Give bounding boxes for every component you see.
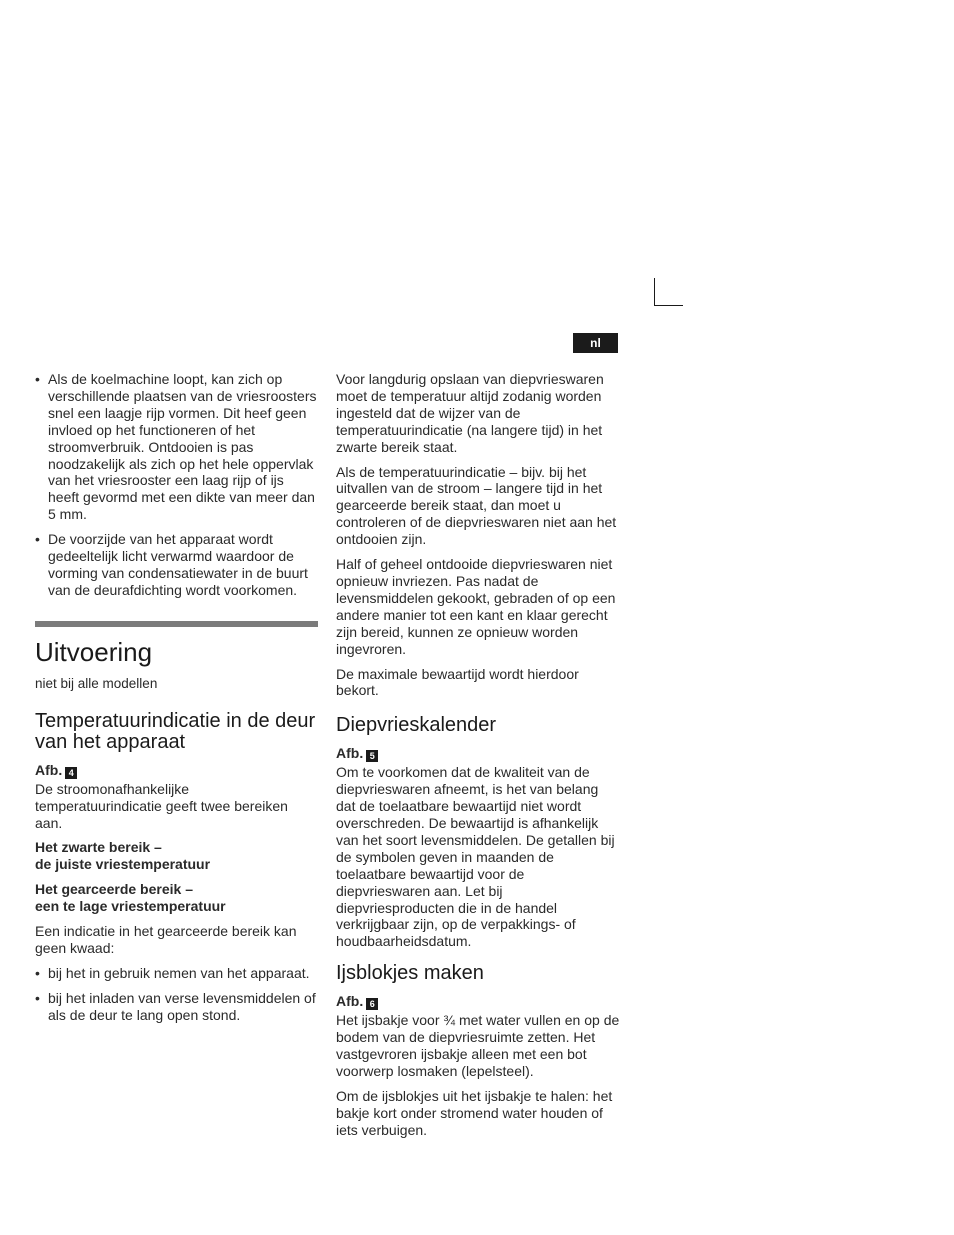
bullet-dot: • [35, 531, 40, 548]
range-black-line-2: de juiste vriestemperatuur [35, 856, 211, 873]
calendar-text: Om te voorkomen dat de kwaliteit van de diepvrieswaren afneemt, is het van belang dat de toelaatbare bewaartijd niet wordt overschreden. De bewaartijd is afhankelijk van het soort levensmiddelen. De getallen bij de symbolen geven in maanden de toelaatbare bewaartijd voor de diepvrieswaren aan. Let bij diepvriesproducten die in de handel verkrijgbaar zijn, op de verpakkings- of houdbaarheidsdatum. [336, 764, 615, 950]
range-hatched-line-2: een te lage vriestemperatuur [35, 898, 226, 915]
range-black [35, 839, 318, 873]
figure-label: Afb. [336, 745, 364, 762]
figure-reference [336, 745, 620, 762]
section-divider [35, 621, 318, 627]
right-column [336, 371, 620, 1147]
range-black-line-1: Het zwarte bereik – [35, 839, 162, 856]
range-hatched-line-1: Het gearceerde bereik – [35, 881, 193, 898]
bullet-dot: • [35, 989, 40, 1006]
list-item [35, 371, 318, 523]
figure-label: Afb. [35, 761, 63, 778]
intro-text: De stroomonafhankelijke temperatuurindicatie geeft twee bereiken aan. [35, 780, 288, 831]
figure-number-badge: 5 [366, 750, 378, 762]
ice-paragraph: Om de ijsblokjes uit het ijsbakje te halen: het bakje kort onder stromend water houden of iets verbuigen. [336, 1087, 613, 1138]
paragraph: Half of geheel ontdooide diepvrieswaren niet opnieuw invriezen. Pas nadat de levensmiddelen gekookt, gebraden of op een andere manier tot een kant en klaar gerecht zijn bereid, kunnen ze opnieuw worden ingevroren. [336, 556, 616, 657]
list-item [35, 531, 318, 599]
subsection-title: Temperatuurindicatie in de deur van het apparaat [35, 709, 316, 753]
bullet-dot: • [35, 964, 40, 981]
paragraph: De maximale bewaartijd wordt hierdoor bekort. [336, 665, 579, 699]
bullet-text: bij het in gebruik nemen van het apparaat. [48, 964, 310, 981]
figure-reference [35, 762, 318, 779]
indication-text: Een indicatie in het gearceerde bereik kan geen kwaad: [35, 923, 297, 956]
bullet-text: De voorzijde van het apparaat wordt gedeeltelijk licht verwarmd waardoor de vorming van condensatiewater in de buurt van de deurafdichting wordt voorkomen. [48, 531, 308, 598]
figure-number-badge: 4 [65, 767, 77, 779]
figure-number-badge: 6 [366, 998, 378, 1010]
paragraph: Voor langdurig opslaan van diepvrieswaren moet de temperatuur altijd zodanig worden ingesteld dat de wijzer van de temperatuurindicatie (na langere tijd) in het zwarte bereik staat. [336, 371, 604, 455]
language-tab: nl [573, 333, 618, 353]
paragraph: Als de temperatuurindicatie – bijv. bij het uitvallen van de stroom – langere tijd in het gearceerde bereik staat, dan moet u controleren of de diepvrieswaren niet aan het ontdooien zijn. [336, 463, 617, 548]
ice-cubes-title: Ijsblokjes maken [336, 962, 484, 985]
ice-paragraph: Het ijsbakje voor ¾ met water vullen en op de bodem van de diepvriesruimte zetten. Het vastgevroren ijsbakje alleen met een bot voorwerp losmaken (lepelsteel). [336, 1012, 620, 1079]
crop-mark [654, 278, 683, 306]
list-item [35, 965, 318, 982]
calendar-title: Diepvrieskalender [336, 714, 497, 737]
figure-label: Afb. [336, 993, 364, 1010]
list-item [35, 990, 318, 1024]
figure-reference [336, 993, 620, 1010]
section-note: niet bij alle modellen [35, 675, 158, 691]
left-column [35, 371, 318, 1032]
bullet-text: bij het inladen van verse levensmiddelen of als de deur te lang open stond. [48, 989, 316, 1023]
range-hatched [35, 881, 318, 915]
section-title: Uitvoering [35, 636, 153, 667]
bullet-dot: • [35, 371, 40, 387]
bullet-text: Als de koelmachine loopt, kan zich op verschillende plaatsen van de vriesroosters snel een laagje rijp vormen. Dit heef geen invloed op het functioneren of het stroomverbruik. Ontdooien is pas noodzakelijk als zich op het hele oppervlak van het vriesrooster een laag rijp of ijs heeft gevormd met een dikte van meer dan 5 mm. [48, 371, 317, 523]
